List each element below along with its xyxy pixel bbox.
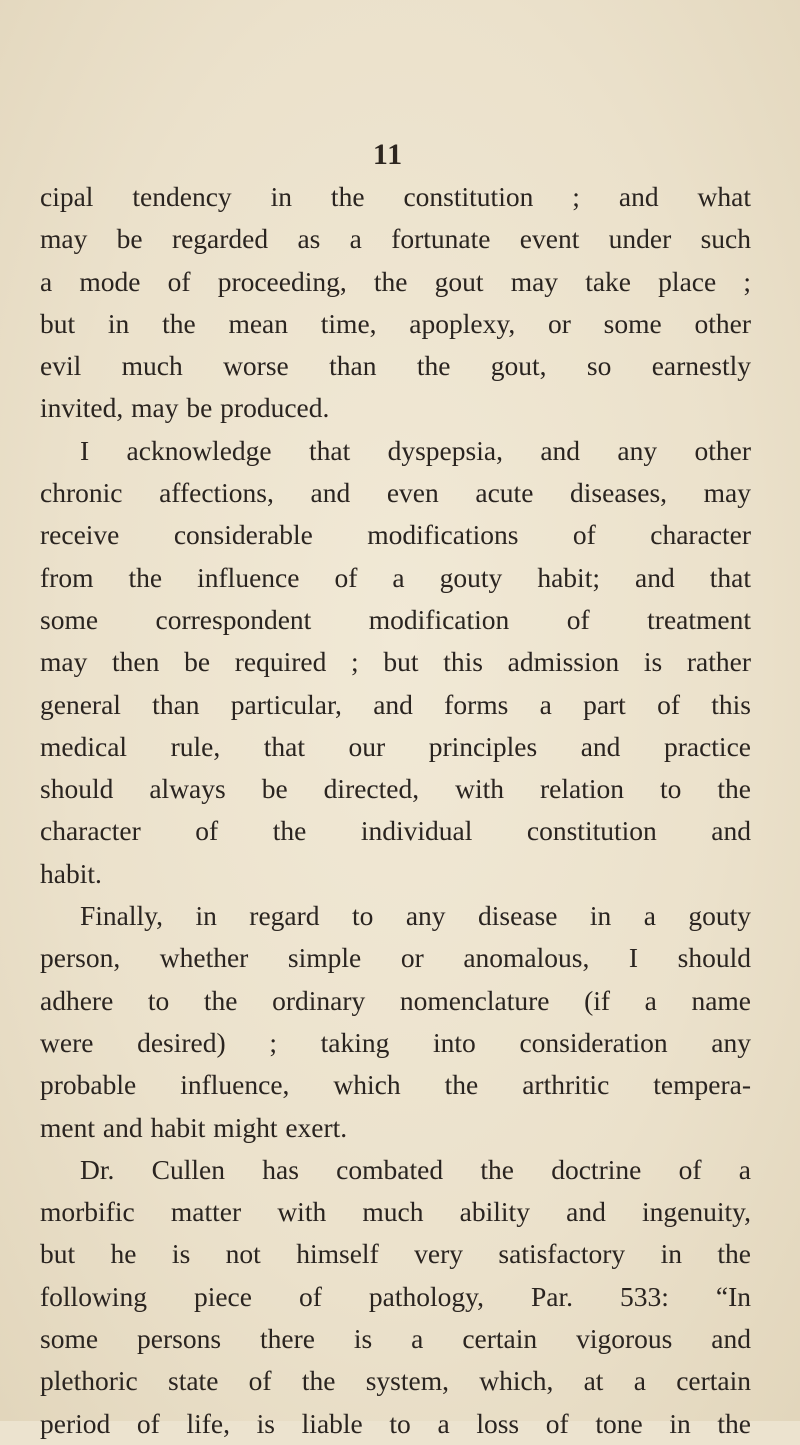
body-text (40, 176, 751, 1445)
text-line: character of the individual constitution and (40, 815, 751, 847)
text-line: period of life, is liable to a loss of tone in the (40, 1407, 751, 1439)
text-line: general than particular, and forms a part of this (40, 688, 751, 720)
text-line: a mode of proceeding, the gout may take place ; (40, 265, 751, 297)
text-line: morbific matter with much ability and ingenuity, (40, 1196, 751, 1228)
text-line: should always be directed, with relation to the (40, 773, 751, 805)
text-line: I acknowledge that dyspepsia, and any other (80, 434, 751, 466)
text-line: evil much worse than the gout, so earnestly (40, 350, 751, 382)
text-line: invited, may be produced. (40, 392, 330, 424)
text-line: person, whether simple or anomalous, I should (40, 942, 751, 974)
text-line: may then be required ; but this admission is rather (40, 646, 751, 678)
text-line: cipal tendency in the constitution ; and what (40, 181, 751, 212)
text-line: adhere to the ordinary nomenclature (if a name (40, 984, 751, 1016)
text-line: Finally, in regard to any disease in a gouty (80, 900, 751, 932)
text-line: some persons there is a certain vigorous and (40, 1323, 751, 1355)
text-line: probable influence, which the arthritic tempera- (40, 1069, 751, 1101)
page-number: 11 (372, 138, 404, 171)
text-line: may be regarded as a fortunate event under such (40, 223, 751, 255)
text-line: ment and habit might exert. (40, 1111, 348, 1143)
text-line: but he is not himself very satisfactory in the (40, 1238, 751, 1270)
text-line: habit. (40, 857, 102, 889)
text-line: Dr. Cullen has combated the doctrine of a (80, 1153, 751, 1185)
text-line: receive considerable modifications of character (40, 519, 751, 551)
text-line: from the influence of a gouty habit; and that (40, 561, 751, 593)
text-line: chronic affections, and even acute diseases, may (40, 477, 751, 509)
text-line: medical rule, that our principles and practice (40, 730, 751, 762)
text-line: were desired) ; taking into consideration any (40, 1026, 751, 1058)
text-line: following piece of pathology, Par. 533: “In (40, 1280, 751, 1312)
text-line: some correspondent modification of treatment (40, 603, 751, 635)
text-line: but in the mean time, apoplexy, or some other (40, 307, 751, 339)
text-line: plethoric state of the system, which, at a certain (40, 1365, 751, 1397)
